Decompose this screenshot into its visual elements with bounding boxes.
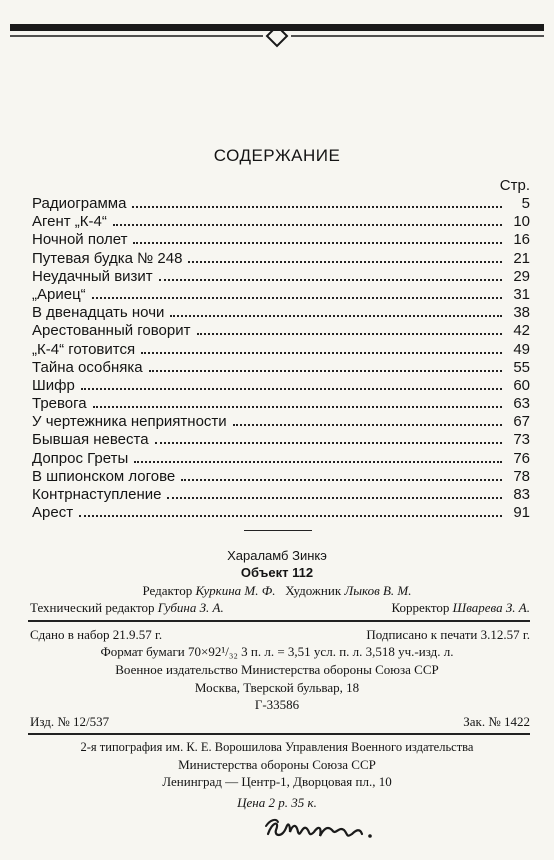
dot-leader (233, 424, 502, 426)
editor-name: Куркина М. Ф. (195, 583, 276, 598)
toc-entry (32, 504, 530, 522)
dot-leader (188, 261, 502, 263)
toc-entry-page: 5 (521, 195, 530, 212)
dot-leader (159, 279, 502, 281)
tech-editor-line (30, 600, 224, 616)
toc-entry (32, 468, 530, 486)
toc-entry-page: 67 (513, 413, 530, 431)
corrector-name: Шварева З. А. (452, 600, 530, 615)
toc-entry (32, 304, 530, 322)
toc-entry (32, 486, 530, 504)
toc-entry-title: Допрос Греты (32, 449, 129, 467)
toc-entry-page: 10 (513, 213, 530, 231)
toc-entry-title: Арест (32, 504, 74, 522)
corrector-line (391, 600, 530, 616)
dot-leader (141, 352, 502, 354)
toc-entry-page: 55 (513, 358, 530, 376)
dot-leader (81, 388, 502, 390)
toc-entry-page: 16 (513, 231, 530, 249)
order-number: Зак. № 1422 (463, 714, 530, 729)
publisher-address: Москва, Тверской бульвар, 18 (194, 680, 360, 695)
edition-number: Изд. № 12/537 (30, 714, 110, 729)
toc-entry (32, 231, 530, 249)
toc-entry-page: 78 (513, 467, 530, 485)
toc-entry (32, 395, 530, 413)
dot-leader (93, 406, 502, 408)
toc-entry-title: В двенадцать ночи (32, 304, 165, 322)
printer-line-3: Ленинград — Центр-1, Дворцовая пл., 10 (162, 774, 392, 789)
author-name: Хараламб Зинкэ (227, 548, 327, 563)
paper-format: Формат бумаги 70×92¹/₃₂ 3 п. л. = 3,51 усл. п. л. 3,518 уч.-изд. л. (100, 644, 454, 659)
editor-label: Редактор (142, 583, 193, 598)
dot-leader (92, 297, 502, 299)
toc-entry-title: Контрнаступление (32, 486, 162, 503)
divider (244, 530, 312, 531)
artist-name: Лыков В. М. (344, 583, 412, 598)
toc-entry-title: Тайна особняка (32, 358, 143, 376)
editor-line (0, 583, 554, 599)
toc-entry-page: 91 (513, 504, 530, 522)
toc-entry-page: 49 (513, 340, 530, 358)
toc-entry (32, 213, 530, 231)
dot-leader (79, 515, 502, 517)
toc-entry-title: „К-4“ готовится (32, 340, 136, 358)
toc-entry-title: В шпионском логове (32, 467, 176, 485)
toc-entry-title: Радиограмма (32, 195, 127, 212)
toc-entry-page: 29 (513, 267, 530, 285)
dot-leader (134, 461, 502, 463)
toc-entry (32, 341, 530, 359)
dot-leader (197, 333, 503, 335)
toc-entry-page: 42 (513, 322, 530, 340)
toc-entry-page: 63 (513, 395, 530, 413)
toc-entry (32, 431, 530, 449)
dot-leader (170, 315, 502, 317)
toc-entry-page: 31 (513, 285, 530, 303)
toc-entry-title: Путевая будка № 248 (32, 249, 183, 267)
toc-entry-page: 73 (513, 431, 530, 449)
toc-entry (32, 268, 530, 286)
handwritten-signature (262, 812, 392, 846)
toc-entry (32, 377, 530, 395)
toc-entry-title: Агент „К-4“ (32, 213, 107, 231)
toc-entry (32, 322, 530, 340)
toc-entry-title: У чертежника неприятности (32, 413, 227, 431)
tech-editor-name: Губина З. А. (157, 600, 224, 615)
dot-leader (132, 206, 502, 208)
typeset-date: Сдано в набор 21.9.57 г. (30, 627, 163, 642)
toc-entry (32, 413, 530, 431)
divider (28, 620, 530, 622)
printer-line-1: 2-я типография им. К. Е. Ворошилова Управления Военного издательства (80, 740, 474, 754)
tech-editor-label: Технический редактор (30, 600, 155, 615)
dot-leader (181, 479, 502, 481)
page-column-label: Стр. (499, 177, 530, 194)
price: Цена 2 р. 35 к. (237, 795, 317, 810)
toc-entry-title: Бывшая невеста (32, 431, 149, 449)
dot-leader (155, 442, 502, 444)
dot-leader (133, 242, 502, 244)
book-title: Объект 112 (240, 565, 314, 580)
toc-entry-page: 83 (513, 486, 530, 503)
toc-heading: СОДЕРЖАНИЕ (213, 146, 341, 165)
toc-entry (32, 250, 530, 268)
print-code: Г-33586 (254, 697, 300, 712)
publisher: Военное издательство Министерства обороны Союза ССР (115, 662, 439, 677)
signed-date: Подписано к печати 3.12.57 г. (366, 627, 530, 642)
printer-line-2: Министерства обороны Союза ССР (178, 757, 376, 772)
toc-entry-page: 76 (513, 449, 530, 467)
toc-entry (32, 195, 530, 213)
dot-leader (149, 370, 502, 372)
toc-entry-title: Шифр (32, 376, 75, 394)
toc-entry-title: „Ариец“ (32, 285, 86, 303)
toc-entry-page: 38 (513, 304, 530, 322)
toc-entry-page: 60 (513, 376, 530, 394)
toc-entry (32, 450, 530, 468)
toc-entry-title: Арестованный говорит (32, 322, 191, 340)
toc-entry-page: 21 (513, 249, 530, 267)
divider (28, 733, 530, 735)
corrector-label: Корректор (391, 600, 450, 615)
toc-entry-title: Ночной полет (32, 231, 128, 249)
toc-entry-title: Тревога (32, 395, 87, 413)
toc-entry (32, 359, 530, 377)
table-of-contents (32, 195, 530, 522)
toc-entry-title: Неудачный визит (32, 267, 153, 285)
artist-label: Художник (285, 583, 342, 598)
dot-leader (113, 224, 502, 226)
dot-leader (167, 497, 502, 499)
decorative-ornament (10, 22, 544, 48)
toc-entry (32, 286, 530, 304)
